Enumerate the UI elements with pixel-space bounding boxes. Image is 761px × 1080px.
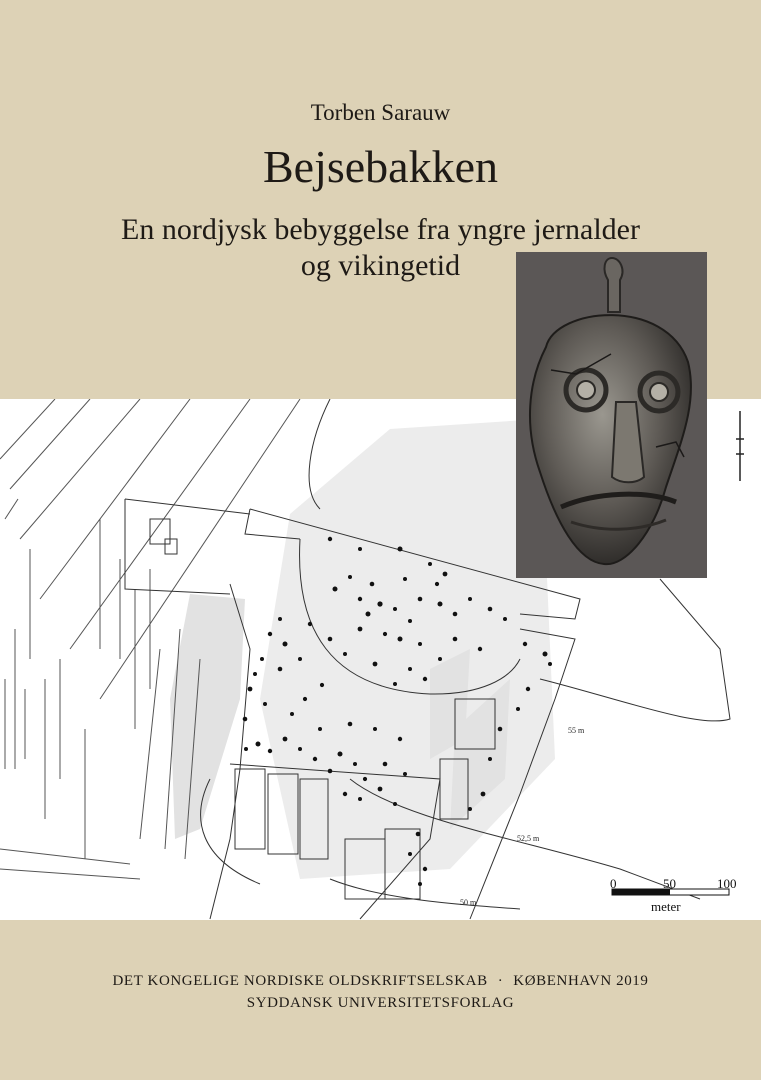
scale-tick-0: 0	[610, 876, 617, 891]
north-arrow-icon	[736, 411, 744, 481]
author-name: Torben Sarauw	[310, 100, 451, 125]
mask-image	[516, 252, 707, 578]
publisher-name: DET KONGELIGE NORDISKE OLDSKRIFTSELSKAB	[112, 973, 488, 989]
mask-photo	[516, 252, 707, 578]
subtitle-line-2: og vikingetid	[300, 249, 461, 282]
field-lines	[0, 399, 300, 879]
publisher-line-2: SYDDANSK UNIVERSITETSFORLAG	[246, 995, 515, 1011]
shaded-areas	[170, 419, 555, 879]
scale-tick-50: 50	[663, 876, 676, 891]
scale-unit: meter	[651, 899, 681, 914]
footer-separator: ·	[497, 973, 504, 989]
book-title: Bejsebakken	[262, 141, 499, 192]
publisher-line-1	[0, 970, 761, 992]
contour-label-52-5: 52,5 m	[517, 834, 540, 843]
contour-label-50: 50 m	[460, 898, 477, 907]
subtitle-line-1: En nordjysk bebyggelse fra yngre jernalder	[121, 213, 640, 246]
scale-tick-100: 100	[717, 876, 737, 891]
contour-label-55: 55 m	[568, 726, 585, 735]
scale-bar	[610, 876, 737, 914]
publisher-footer	[0, 970, 761, 1014]
place-year: KØBENHAVN 2019	[513, 973, 649, 989]
